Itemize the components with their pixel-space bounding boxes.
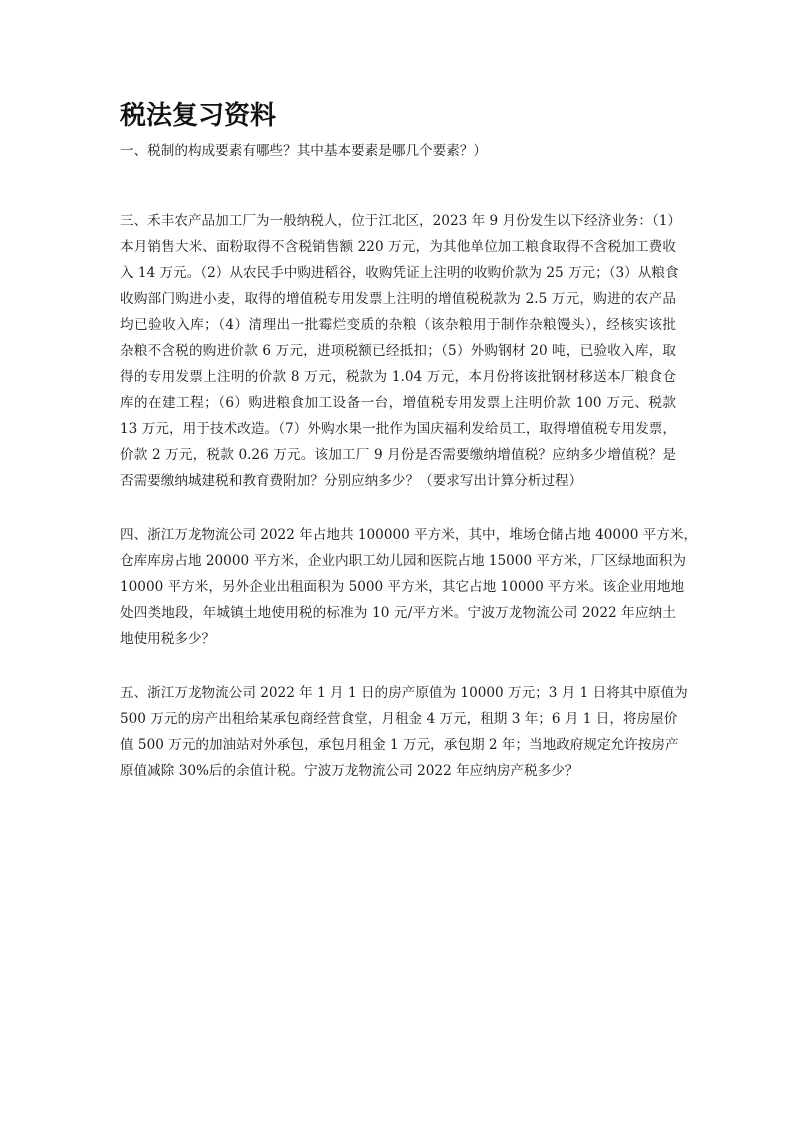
- spacer: [120, 494, 676, 522]
- question-4-line: 10000 平方米，另外企业出租面积为 5000 平方米，其它占地 10000 平方米。该企业用地地: [120, 579, 685, 595]
- document-title: 税法复习资料: [120, 101, 277, 131]
- question-4-line: 四、浙江万龙物流公司 2022 年占地共 100000 平方米，其中，堆场仓储占地 40000 平方米，: [120, 527, 698, 543]
- question-3-line: 三、禾丰农产品加工厂为一般纳税人，位于江北区，2023 年 9 月份发生以下经济业务：（1）: [120, 213, 682, 229]
- question-3-line: 入 14 万元。（2）从农民手中购进稻谷，收购凭证上注明的收购价款为 25 万元；（3）从粮食: [120, 265, 679, 281]
- question-4: [120, 522, 698, 652]
- question-3-line: 价款 2 万元，税款 0.26 万元。该加工厂 9 月份是否需要缴纳增值税？应纳多少增值税？是: [120, 447, 676, 463]
- question-4-line: 仓库库房占地 20000 平方米，企业内职工幼儿园和医院占地 15000 平方米，厂区绿地面积为: [120, 553, 686, 569]
- question-5-line: 值 500 万元的加油站对外承包，承包月租金 1 万元，承包期 2 年；当地政府规定允许按房产: [120, 737, 679, 753]
- question-1: [120, 138, 676, 164]
- question-3-line: 得的专用发票上注明的价款 8 万元，税款为 1.04 万元，本月份将该批钢材移送本厂粮食仓: [120, 369, 676, 385]
- question-3-line: 本月销售大米、面粉取得不含税销售额 220 万元，为其他单位加工粮食取得不含税加工费收: [120, 239, 676, 255]
- question-5-line: 500 万元的房产出租给某承包商经营食堂，月租金 4 万元，租期 3 年；6 月 1 日，将房屋价: [120, 711, 678, 727]
- question-3-line: 库的在建工程；（6）购进粮食加工设备一台，增值税专用发票上注明价款 100 万元、税款: [120, 395, 676, 411]
- question-3-line: 13 万元，用于技术改造。（7）外购水果一批作为国庆福利发给员工，取得增值税专用发票，: [120, 421, 676, 437]
- question-1-line: 一、税制的构成要素有哪些？其中基本要素是哪几个要素？）: [120, 143, 488, 159]
- question-3-line: 否需要缴纳城建税和教育费附加？分别应纳多少？（要求写出计算分析过程）: [120, 473, 583, 489]
- spacer: [120, 652, 676, 680]
- question-4-line: 处四类地段，年城镇土地使用税的标准为 10 元/平方米。宁波万龙物流公司 2022 年应纳土: [120, 605, 676, 621]
- question-4-line: 地使用税多少？: [120, 631, 216, 647]
- question-3: [120, 208, 682, 494]
- question-5-line: 五、浙江万龙物流公司 2022 年 1 月 1 日的房产原值为 10000 万元；3 月 1 日将其中原值为: [120, 685, 688, 701]
- question-5: [120, 680, 688, 784]
- spacer: [120, 164, 676, 208]
- document-page: [120, 98, 698, 784]
- question-5-line: 原值减除 30%后的余值计税。宁波万龙物流公司 2022 年应纳房产税多少？: [120, 763, 579, 779]
- question-3-line: 杂粮不含税的购进价款 6 万元，进项税额已经抵扣；（5）外购钢材 20 吨，已验收入库，取: [120, 343, 676, 359]
- question-3-line: 收购部门购进小麦，取得的增值税专用发票上注明的增值税税款为 2.5 万元，购进的农产品: [120, 291, 676, 307]
- question-3-line: 均已验收入库；（4）清理出一批霉烂变质的杂粮（该杂粮用于制作杂粮馒头），经核实该批: [120, 317, 676, 333]
